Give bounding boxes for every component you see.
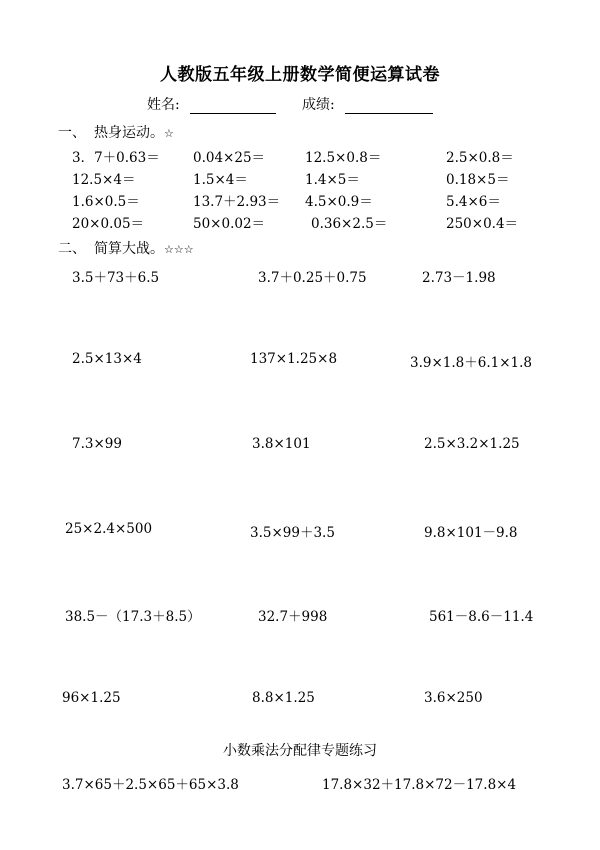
warmup-problem: 50×0.02＝ [193,216,266,232]
simplify-problem: 2.5×3.2×1.25 [424,436,520,452]
simplify-problem: 3.7＋0.25＋0.75 [258,270,367,286]
section-2-label: 简算大战。 [94,241,164,257]
name-label: 姓名: [147,97,180,113]
worksheet-title: 人教版五年级上册数学简便运算试卷 [160,65,440,85]
simplify-problem: 137×1.25×8 [250,351,338,367]
warmup-problem: 12.5×4＝ [72,172,136,188]
warmup-problem: 3．7＋0.63＝ [72,150,160,166]
section-2-number: 二、 [58,241,86,257]
simplify-problem: 7.3×99 [72,436,122,452]
section-1-number: 一、 [58,125,86,141]
simplify-problem: 2.73－1.98 [422,270,496,286]
score-blank[interactable] [345,99,433,114]
distributive-problem: 17.8×32＋17.8×72－17.8×4 [322,777,517,793]
simplify-problem: 3.9×1.8＋6.1×1.8 [410,355,533,371]
warmup-problem: 2.5×0.8＝ [446,150,514,166]
simplify-problem: 3.8×101 [252,436,311,452]
section-1-heading [58,122,174,142]
warmup-problem: 0.18×5＝ [446,172,510,188]
simplify-problem: 32.7＋998 [258,609,328,625]
name-field [147,94,276,114]
simplify-problem: 96×1.25 [62,690,121,706]
simplify-problem: 3.6×250 [424,690,483,706]
section-1-label: 热身运动。 [94,125,164,141]
warmup-problem: 0.36×2.5＝ [311,216,388,232]
warmup-problem: 1.6×0.5＝ [72,194,140,210]
warmup-problem: 20×0.05＝ [72,216,145,232]
simplify-problem: 9.8×101－9.8 [424,525,518,541]
warmup-problem: 4.5×0.9＝ [305,194,373,210]
warmup-problem: 1.4×5＝ [305,172,360,188]
score-label: 成绩: [302,97,335,113]
warmup-problem: 250×0.4＝ [446,216,519,232]
simplify-problem: 38.5－（17.3＋8.5） [65,609,201,625]
warmup-problem: 1.5×4＝ [193,172,248,188]
score-field [302,94,433,114]
name-blank[interactable] [190,99,276,114]
section-2-heading [58,238,194,258]
simplify-problem: 3.5＋73＋6.5 [72,270,160,286]
warmup-problem: 0.04×25＝ [193,150,266,166]
simplify-problem: 3.5×99＋3.5 [250,525,335,541]
warmup-problem: 13.7＋2.93＝ [193,194,281,210]
star-icon: ☆ [164,127,174,140]
simplify-problem: 25×2.4×500 [65,521,153,537]
simplify-problem: 8.8×1.25 [252,690,315,706]
distributive-problem: 3.7×65＋2.5×65＋65×3.8 [62,777,239,793]
stars-icon: ☆☆☆ [164,243,194,256]
simplify-problem: 561－8.6－11.4 [429,609,534,625]
warmup-problem: 12.5×0.8＝ [305,150,382,166]
simplify-problem: 2.5×13×4 [72,351,142,367]
warmup-problem: 5.4×6＝ [446,194,501,210]
distributive-law-subtitle: 小数乘法分配律专题练习 [223,743,377,759]
